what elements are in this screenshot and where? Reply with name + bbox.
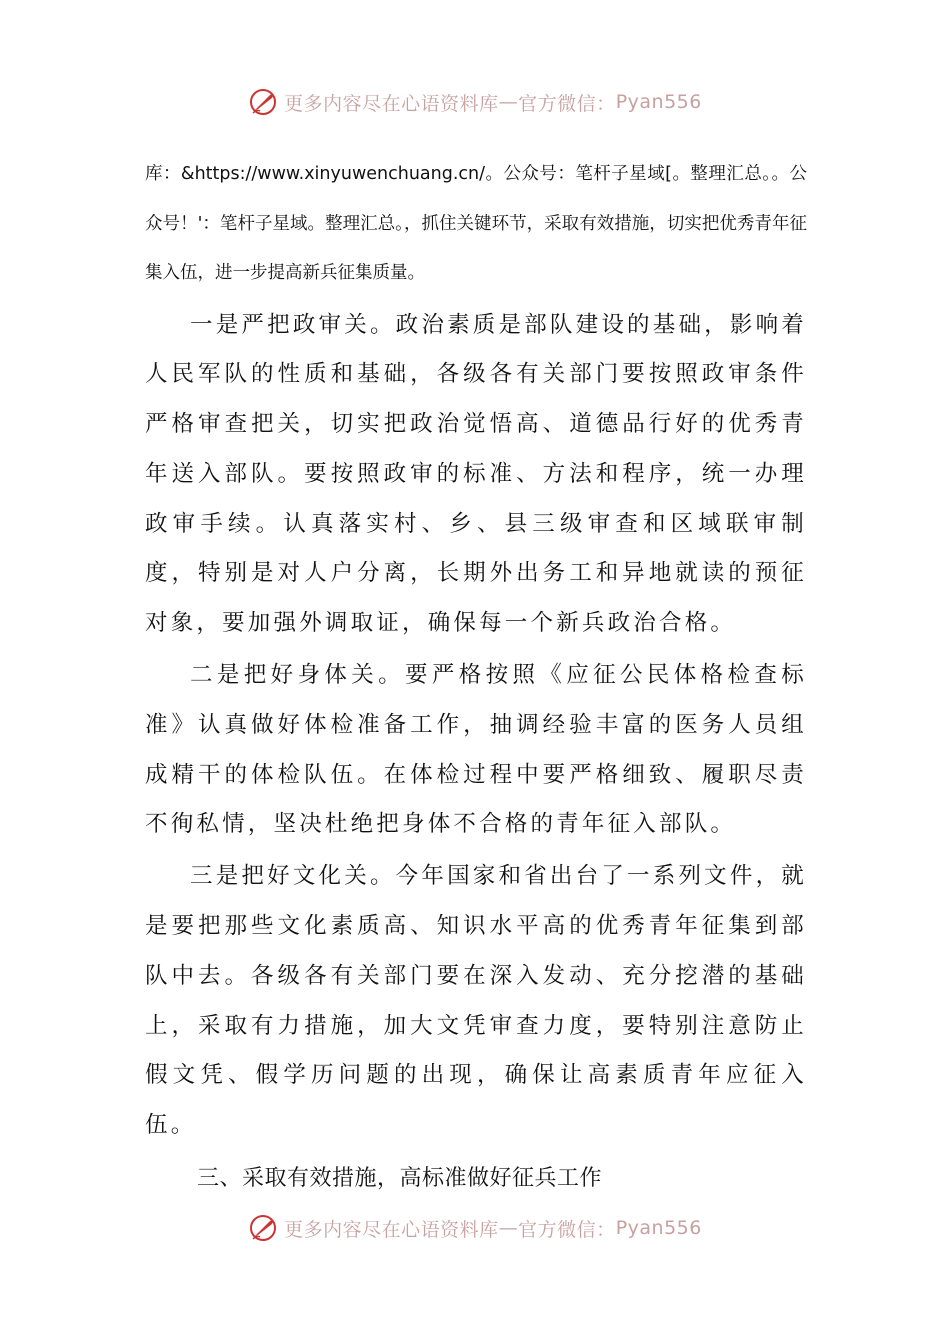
- paragraph-physical-check: 二是把好身体关。要严格按照《应征公民体格检查标准》认真做好体检准备工作，抽调经验丰富的医务人员组成精干的体检队伍。在体检过程中要严格细致、履职尽责不徇私情，坚决杜绝把身体不合格的青年征入部队。: [145, 662, 807, 838]
- header-wechat-label: 官方微信：: [518, 92, 616, 115]
- paragraph-education-check: 三是把好文化关。今年国家和省出台了一系列文件，就是要把那些文化素质高、知识水平高的优秀青年征集到部队中去。各级各有关部门要在深入发动、充分挖潜的基础上，采取有力措施，加大文凭审查力度，要特别注意防止假文凭、假学历问题的出现，确保让高素质青年应征入伍。: [145, 863, 807, 1139]
- document-body: [145, 150, 807, 1205]
- header-dash: —: [498, 91, 519, 113]
- intro-paragraph: 库：&https://www.xinyuwenchuang.cn/。公众号：笔杆子星域[。整理汇总。。公众号！'：笔杆子星域。整理汇总。，抓住关键环节，采取有效措施，切实把优秀青年征集入伍，进一步提高新兵征集质量。: [145, 164, 807, 283]
- footer-brand-text: 更多内容尽在心语资料库: [284, 1218, 499, 1241]
- footer-watermark-banner: [0, 1208, 950, 1248]
- quill-logo-icon: [248, 1213, 278, 1243]
- section-heading: 三、采取有效措施，高标准做好征兵工作: [197, 1166, 603, 1192]
- header-brand-text: 更多内容尽在心语资料库: [284, 92, 499, 115]
- footer-wechat-label: 官方微信：: [518, 1218, 616, 1241]
- header-wechat-id: Pyan556: [615, 91, 702, 113]
- footer-wechat-id: Pyan556: [615, 1217, 702, 1239]
- footer-dash: —: [498, 1217, 519, 1239]
- quill-logo-icon: [248, 87, 278, 117]
- paragraph-political-review: 一是严把政审关。政治素质是部队建设的基础，影响着人民军队的性质和基础，各级各有关部门要按照政审条件严格审查把关，切实把政治觉悟高、道德品行好的优秀青年送入部队。要按照政审的标准、方法和程序，统一办理政审手续。认真落实村、乡、县三级审查和区域联审制度，特别是对人户分离，长期外出务工和异地就读的预征对象，要加强外调取证，确保每一个新兵政治合格。: [145, 311, 807, 637]
- header-watermark-banner: [0, 82, 950, 122]
